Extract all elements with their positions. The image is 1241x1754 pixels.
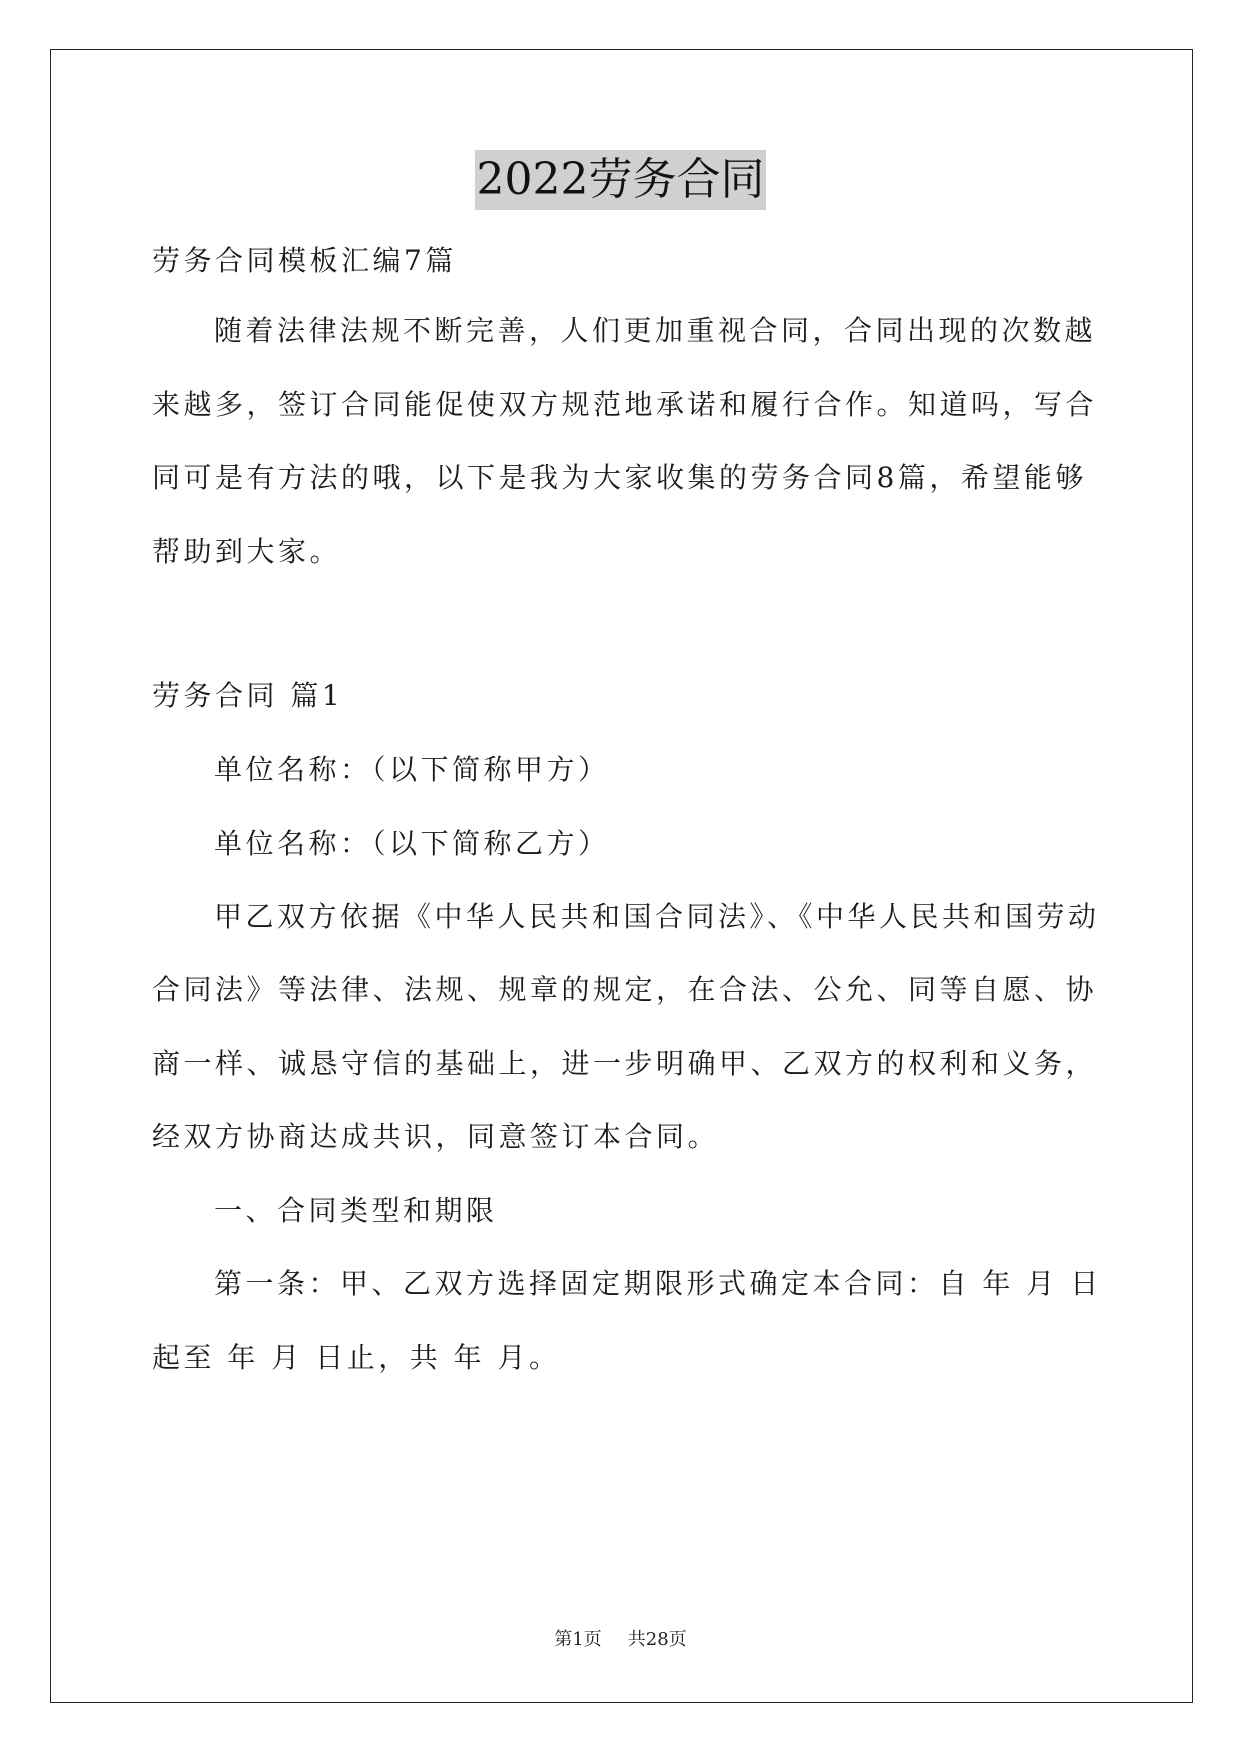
basis-line: 合同法》等法律、法规、规章的规定，在合法、公允、同等自愿、协: [152, 973, 1098, 1006]
party-b-line: 单位名称：（以下简称乙方）: [214, 827, 610, 860]
intro-line: 帮助到大家。: [152, 535, 342, 568]
article-line: 第一条：甲、乙双方选择固定期限形式确定本合同：自 年 月 日: [214, 1267, 1102, 1300]
basis-line: 经双方协商达成共识，同意签订本合同。: [152, 1120, 720, 1153]
page-total: 共28页: [627, 1629, 687, 1650]
basis-line: 甲乙双方依据《中华人民共和国合同法》、《中华人民共和国劳动: [214, 900, 1100, 933]
page-footer: [0, 1628, 1241, 1652]
section-heading: 劳务合同 篇1: [152, 679, 344, 712]
article-line: 起至 年 月 日止，共 年 月。: [152, 1341, 561, 1374]
intro-line: 来越多，签订合同能促使双方规范地承诺和履行合作。知道吗，写合: [152, 388, 1098, 421]
document-subtitle: 劳务合同模板汇编7篇: [152, 244, 457, 277]
intro-line: 随着法律法规不断完善，人们更加重视合同，合同出现的次数越: [214, 314, 1097, 347]
document-title: 2022劳务合同: [475, 150, 767, 210]
intro-line: 同可是有方法的哦，以下是我为大家收集的劳务合同8篇，希望能够: [152, 461, 1087, 494]
page-number: 第1页: [554, 1629, 602, 1650]
chapter-heading: 一、合同类型和期限: [214, 1194, 498, 1227]
title-container: [0, 150, 1241, 210]
basis-line: 商一样、诚恳守信的基础上，进一步明确甲、乙双方的权利和义务，: [152, 1047, 1098, 1080]
page-border: [50, 49, 1193, 1703]
party-a-line: 单位名称：（以下简称甲方）: [214, 753, 610, 786]
